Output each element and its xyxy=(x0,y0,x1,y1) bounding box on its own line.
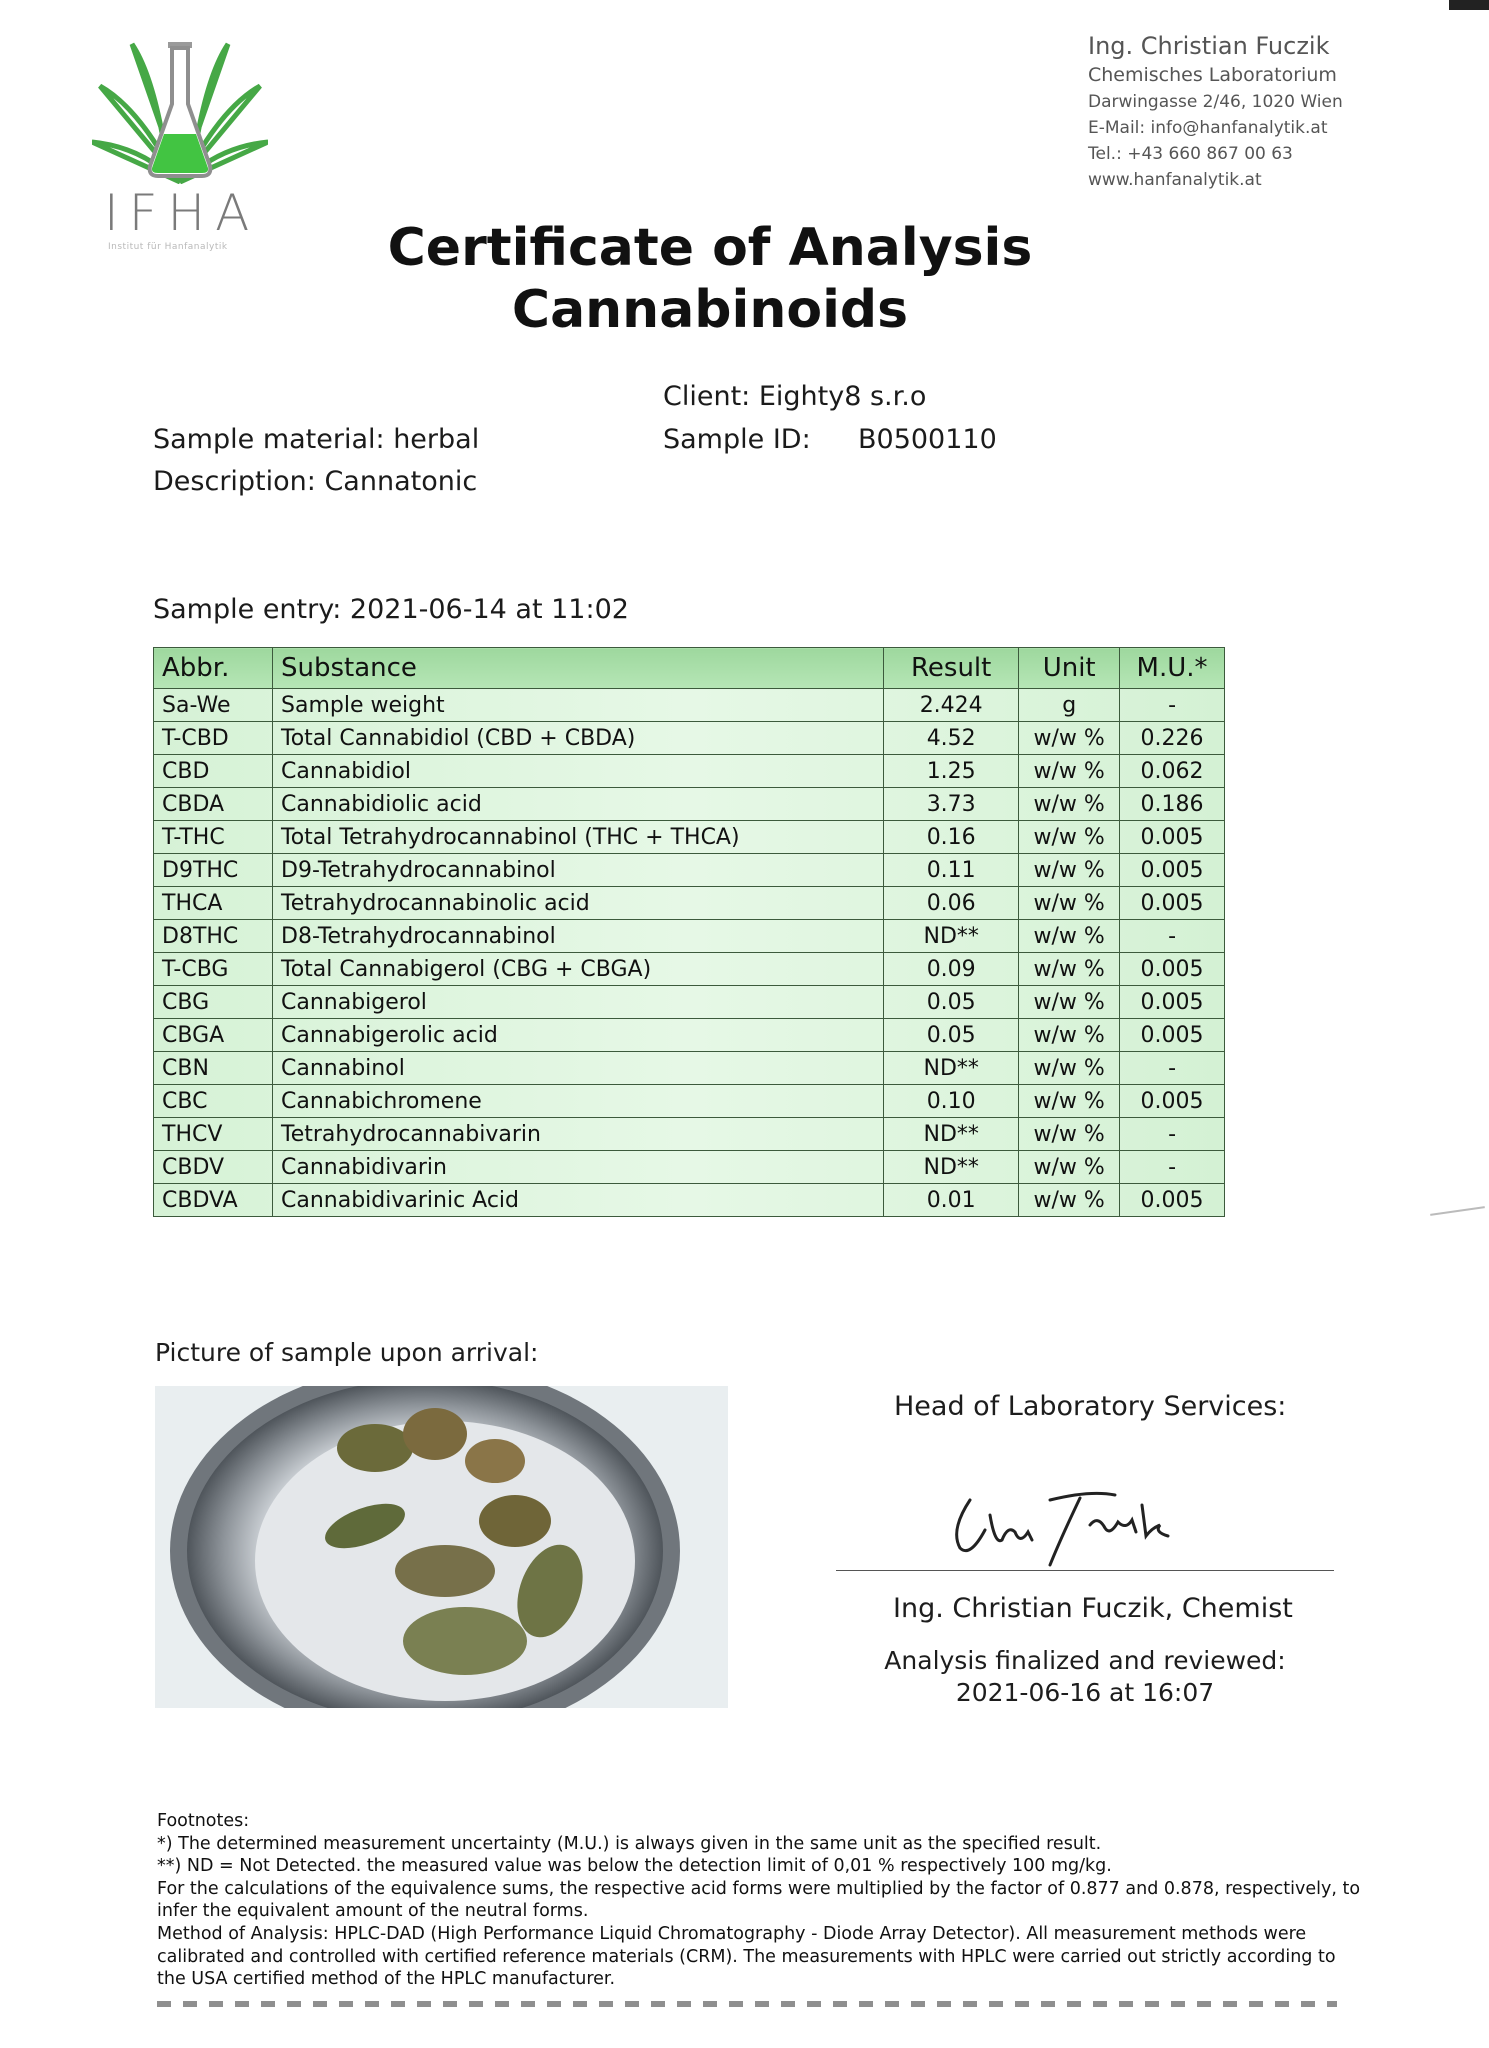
cell-mu: 0.005 xyxy=(1120,986,1225,1019)
cell-mu: - xyxy=(1120,1151,1225,1184)
cell-substance: Tetrahydrocannabivarin xyxy=(273,1118,884,1151)
table-row xyxy=(154,1019,1225,1052)
cell-result: 0.16 xyxy=(884,821,1019,854)
header-unit: Unit xyxy=(1019,648,1120,689)
cell-substance: Total Cannabigerol (CBG + CBGA) xyxy=(273,953,884,986)
lab-address: Darwingasse 2/46, 1020 Wien xyxy=(1088,92,1343,112)
cell-mu: 0.005 xyxy=(1120,854,1225,887)
ifha-logo xyxy=(92,34,268,264)
cell-unit: w/w % xyxy=(1019,1184,1120,1217)
cell-abbr: CBDA xyxy=(154,788,273,821)
cell-abbr: D8THC xyxy=(154,920,273,953)
cell-mu: 0.226 xyxy=(1120,722,1225,755)
cell-result: 2.424 xyxy=(884,689,1019,722)
cell-unit: w/w % xyxy=(1019,1151,1120,1184)
cell-abbr: CBD xyxy=(154,755,273,788)
lab-phone: Tel.: +43 660 867 00 63 xyxy=(1088,144,1293,164)
cell-mu: - xyxy=(1120,1118,1225,1151)
document-subtitle: Cannabinoids xyxy=(511,280,909,340)
table-row xyxy=(154,1151,1225,1184)
table-row xyxy=(154,920,1225,953)
cell-substance: Total Cannabidiol (CBD + CBDA) xyxy=(273,722,884,755)
header-mu: M.U.* xyxy=(1120,648,1225,689)
sample-entry: Sample entry: 2021-06-14 at 11:02 xyxy=(153,594,629,625)
cell-result: 0.09 xyxy=(884,953,1019,986)
cell-mu: 0.062 xyxy=(1120,755,1225,788)
table-row xyxy=(154,788,1225,821)
cell-unit: g xyxy=(1019,689,1120,722)
cell-abbr: CBDVA xyxy=(154,1184,273,1217)
cell-unit: w/w % xyxy=(1019,854,1120,887)
cell-abbr: CBG xyxy=(154,986,273,1019)
cell-abbr: Sa-We xyxy=(154,689,273,722)
table-row xyxy=(154,821,1225,854)
cell-substance: D9-Tetrahydrocannabinol xyxy=(273,854,884,887)
cell-substance: Cannabinol xyxy=(273,1052,884,1085)
cell-unit: w/w % xyxy=(1019,821,1120,854)
cell-abbr: CBGA xyxy=(154,1019,273,1052)
lab-address-block xyxy=(1088,30,1343,193)
header-substance: Substance xyxy=(273,648,884,689)
footnotes-heading: Footnotes: xyxy=(157,1811,250,1831)
cell-result: 0.11 xyxy=(884,854,1019,887)
cell-substance: Sample weight xyxy=(273,689,884,722)
footnote-line: **) ND = Not Detected. the measured value was below the detection limit of 0,01 % respectively 100 mg/kg. xyxy=(157,1856,1112,1877)
cell-unit: w/w % xyxy=(1019,1019,1120,1052)
table-header-row xyxy=(154,648,1225,689)
cell-abbr: THCV xyxy=(154,1118,273,1151)
cell-mu: 0.005 xyxy=(1120,1184,1225,1217)
picture-label: Picture of sample upon arrival: xyxy=(155,1338,539,1367)
cannabis-flask-icon xyxy=(92,34,268,184)
lab-website: www.hanfanalytik.at xyxy=(1088,170,1262,190)
cell-result: ND** xyxy=(884,1052,1019,1085)
cell-substance: D8-Tetrahydrocannabinol xyxy=(273,920,884,953)
lab-subtitle: Chemisches Laboratorium xyxy=(1088,64,1337,86)
cell-abbr: T-THC xyxy=(154,821,273,854)
cell-substance: Cannabichromene xyxy=(273,1085,884,1118)
cell-abbr: T-CBD xyxy=(154,722,273,755)
cell-result: ND** xyxy=(884,1118,1019,1151)
cell-substance: Cannabidivarinic Acid xyxy=(273,1184,884,1217)
cell-substance: Cannabigerol xyxy=(273,986,884,1019)
cell-substance: Cannabigerolic acid xyxy=(273,1019,884,1052)
cell-abbr: D9THC xyxy=(154,854,273,887)
table-row xyxy=(154,1052,1225,1085)
table-row xyxy=(154,986,1225,1019)
logo-wordmark: IFHA xyxy=(104,184,260,242)
table-row xyxy=(154,887,1225,920)
table-row xyxy=(154,1184,1225,1217)
sample-material: Sample material: herbal xyxy=(153,424,480,455)
analysis-finalized xyxy=(836,1645,1334,1709)
cell-substance: Cannabidivarin xyxy=(273,1151,884,1184)
cell-unit: w/w % xyxy=(1019,1085,1120,1118)
cell-mu: 0.005 xyxy=(1120,887,1225,920)
header-result: Result xyxy=(884,648,1019,689)
lab-email: E-Mail: info@hanfanalytik.at xyxy=(1088,118,1328,138)
signature-line xyxy=(836,1570,1334,1571)
finalized-date: 2021-06-16 at 16:07 xyxy=(955,1678,1215,1707)
table-row xyxy=(154,755,1225,788)
cell-result: 0.05 xyxy=(884,1019,1019,1052)
logo-tagline: Institut für Hanfanalytik xyxy=(108,242,228,252)
footnotes xyxy=(157,1810,1367,1991)
cell-mu: 0.005 xyxy=(1120,1085,1225,1118)
cell-unit: w/w % xyxy=(1019,986,1120,1019)
cut-off-text xyxy=(157,2001,1337,2007)
cell-result: ND** xyxy=(884,1151,1019,1184)
table-row xyxy=(154,953,1225,986)
cell-result: 0.10 xyxy=(884,1085,1019,1118)
lab-name: Ing. Christian Fuczik xyxy=(1088,32,1330,60)
cell-result: ND** xyxy=(884,920,1019,953)
sample-photo xyxy=(155,1386,728,1708)
cell-substance: Cannabidiolic acid xyxy=(273,788,884,821)
cell-substance: Total Tetrahydrocannabinol (THC + THCA) xyxy=(273,821,884,854)
cell-unit: w/w % xyxy=(1019,1052,1120,1085)
cell-abbr: THCA xyxy=(154,887,273,920)
cell-mu: - xyxy=(1120,920,1225,953)
cell-unit: w/w % xyxy=(1019,1118,1120,1151)
cell-mu: - xyxy=(1120,689,1225,722)
client-field: Client: Eighty8 s.r.o xyxy=(663,381,927,412)
cell-unit: w/w % xyxy=(1019,953,1120,986)
chemist-name: Ing. Christian Fuczik, Chemist xyxy=(893,1593,1293,1624)
cell-abbr: CBC xyxy=(154,1085,273,1118)
finalized-label: Analysis finalized and reviewed: xyxy=(884,1646,1286,1675)
cell-unit: w/w % xyxy=(1019,755,1120,788)
cell-result: 4.52 xyxy=(884,722,1019,755)
cell-mu: 0.186 xyxy=(1120,788,1225,821)
cell-substance: Cannabidiol xyxy=(273,755,884,788)
cell-mu: 0.005 xyxy=(1120,953,1225,986)
cell-unit: w/w % xyxy=(1019,722,1120,755)
table-row xyxy=(154,1085,1225,1118)
cell-substance: Tetrahydrocannabinolic acid xyxy=(273,887,884,920)
cell-unit: w/w % xyxy=(1019,887,1120,920)
table-row xyxy=(154,1118,1225,1151)
cell-result: 0.05 xyxy=(884,986,1019,1019)
cell-mu: 0.005 xyxy=(1120,821,1225,854)
cell-unit: w/w % xyxy=(1019,788,1120,821)
results-table xyxy=(153,647,1225,1217)
table-row xyxy=(154,689,1225,722)
signature xyxy=(940,1470,1200,1580)
cell-mu: 0.005 xyxy=(1120,1019,1225,1052)
scan-edge xyxy=(1449,0,1489,10)
footnote-line: For the calculations of the equivalence sums, the respective acid forms were multiplied by the factor of 0.877 and 0.878, respectively, to infer the equivalent amount of the neutral forms. xyxy=(157,1878,1361,1922)
cell-result: 0.06 xyxy=(884,887,1019,920)
footnote-line: Method of Analysis: HPLC-DAD (High Performance Liquid Chromatography - Diode Array Detector). All measurement methods were calibrated and controlled with certified reference materials (CRM). The measurements with HPLC were carried out strictly according to the USA certified method of the HPLC manufacturer. xyxy=(157,1923,1336,1990)
cell-abbr: CBDV xyxy=(154,1151,273,1184)
table-row xyxy=(154,854,1225,887)
cell-abbr: CBN xyxy=(154,1052,273,1085)
scan-mark xyxy=(1430,1206,1485,1216)
document-title: Certificate of Analysis xyxy=(387,218,1033,278)
table-row xyxy=(154,722,1225,755)
cell-unit: w/w % xyxy=(1019,920,1120,953)
head-of-lab-label: Head of Laboratory Services: xyxy=(894,1391,1287,1422)
sample-id-label: Sample ID: xyxy=(663,424,811,455)
header-abbr: Abbr. xyxy=(154,648,273,689)
cell-abbr: T-CBG xyxy=(154,953,273,986)
cell-result: 1.25 xyxy=(884,755,1019,788)
sample-id-value: B0500110 xyxy=(858,424,997,455)
footnote-line: *) The determined measurement uncertainty (M.U.) is always given in the same unit as the specified result. xyxy=(157,1833,1102,1854)
sample-description: Description: Cannatonic xyxy=(153,466,478,497)
cell-result: 3.73 xyxy=(884,788,1019,821)
cell-mu: - xyxy=(1120,1052,1225,1085)
cell-result: 0.01 xyxy=(884,1184,1019,1217)
